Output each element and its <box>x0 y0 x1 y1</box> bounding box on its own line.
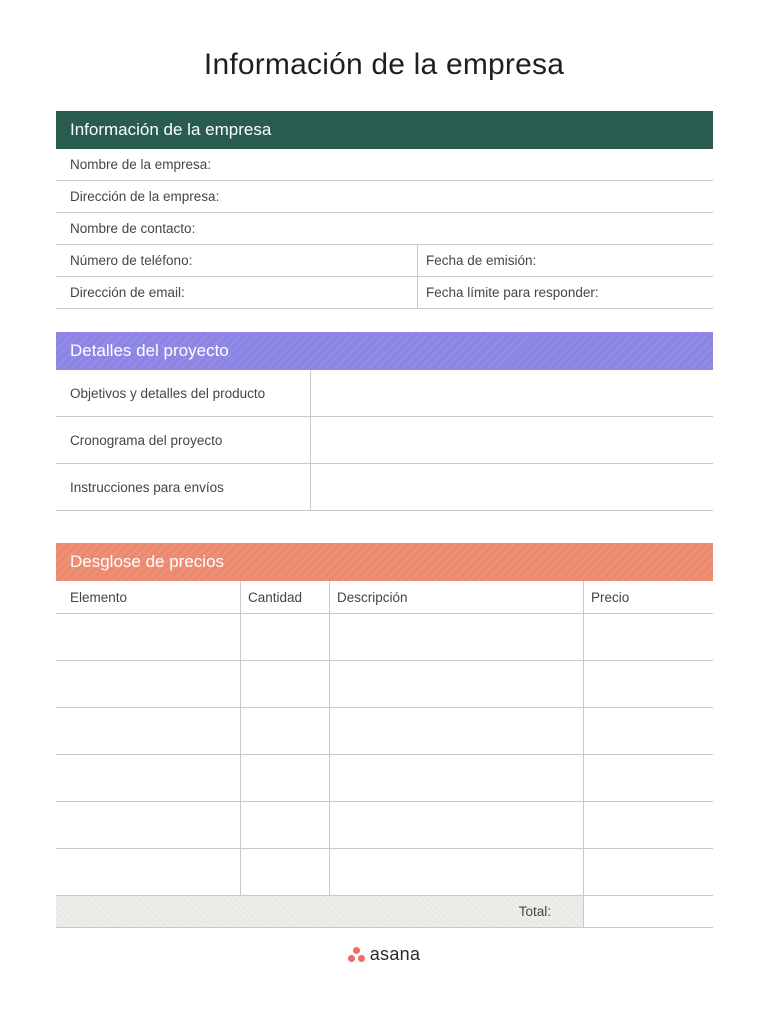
quantity-cell[interactable] <box>240 755 329 801</box>
table-row <box>56 417 713 464</box>
response-deadline-label: Fecha límite para responder: <box>426 285 599 300</box>
timeline-field[interactable] <box>310 417 713 463</box>
objectives-label: Objetivos y detalles del producto <box>70 385 266 401</box>
pricing-section <box>56 543 713 928</box>
phone-label: Número de teléfono: <box>70 253 193 268</box>
shipping-label: Instrucciones para envíos <box>70 479 224 495</box>
pricing-header: Desglose de precios <box>56 543 713 581</box>
price-cell[interactable] <box>583 755 713 801</box>
phone-field[interactable] <box>56 245 417 276</box>
quantity-cell[interactable] <box>240 802 329 848</box>
issue-date-field[interactable] <box>417 245 713 276</box>
item-cell[interactable] <box>56 755 240 801</box>
total-value-cell[interactable] <box>583 896 713 927</box>
description-cell[interactable] <box>329 802 583 848</box>
quantity-cell[interactable] <box>240 849 329 895</box>
total-label: Total: <box>56 896 583 927</box>
company-info-section <box>56 111 713 309</box>
phone-date-row <box>56 245 713 277</box>
table-row <box>56 849 713 896</box>
table-row <box>56 464 713 511</box>
asana-logo-icon <box>348 947 365 962</box>
description-cell[interactable] <box>329 755 583 801</box>
table-row <box>56 661 713 708</box>
contact-name-row[interactable] <box>56 213 713 245</box>
quantity-cell[interactable] <box>240 661 329 707</box>
timeline-label: Cronograma del proyecto <box>70 432 223 448</box>
description-cell[interactable] <box>329 661 583 707</box>
quantity-cell[interactable] <box>240 614 329 660</box>
description-cell[interactable] <box>329 708 583 754</box>
item-cell[interactable] <box>56 661 240 707</box>
pricing-column-headers <box>56 581 713 614</box>
description-cell[interactable] <box>329 849 583 895</box>
email-field[interactable] <box>56 277 417 308</box>
total-row <box>56 896 713 928</box>
contact-name-label: Nombre de contacto: <box>70 221 196 236</box>
table-row <box>56 755 713 802</box>
shipping-field[interactable] <box>310 464 713 510</box>
issue-date-label: Fecha de emisión: <box>426 253 537 268</box>
item-cell[interactable] <box>56 849 240 895</box>
objectives-field[interactable] <box>310 370 713 416</box>
company-name-row[interactable] <box>56 149 713 181</box>
company-name-label: Nombre de la empresa: <box>70 157 212 172</box>
column-header-quantity: Cantidad <box>240 581 329 613</box>
email-deadline-row <box>56 277 713 309</box>
asana-logo-text: asana <box>369 944 421 964</box>
description-cell[interactable] <box>329 614 583 660</box>
response-deadline-field[interactable] <box>417 277 713 308</box>
table-row <box>56 802 713 849</box>
item-cell[interactable] <box>56 802 240 848</box>
item-cell[interactable] <box>56 708 240 754</box>
table-row <box>56 370 713 417</box>
company-address-label: Dirección de la empresa: <box>70 189 220 204</box>
column-header-price: Precio <box>583 581 713 613</box>
price-cell[interactable] <box>583 708 713 754</box>
footer <box>0 944 768 965</box>
price-cell[interactable] <box>583 614 713 660</box>
quantity-cell[interactable] <box>240 708 329 754</box>
company-info-header: Información de la empresa <box>56 111 713 149</box>
email-label: Dirección de email: <box>70 285 185 300</box>
item-cell[interactable] <box>56 614 240 660</box>
company-address-row[interactable] <box>56 181 713 213</box>
price-cell[interactable] <box>583 802 713 848</box>
table-row <box>56 708 713 755</box>
column-header-description: Descripción <box>329 581 583 613</box>
page-title: Información de la empresa <box>203 48 565 81</box>
table-row <box>56 614 713 661</box>
price-cell[interactable] <box>583 661 713 707</box>
project-details-section <box>56 332 713 511</box>
price-cell[interactable] <box>583 849 713 895</box>
column-header-item: Elemento <box>70 589 128 605</box>
project-details-header: Detalles del proyecto <box>56 332 713 370</box>
